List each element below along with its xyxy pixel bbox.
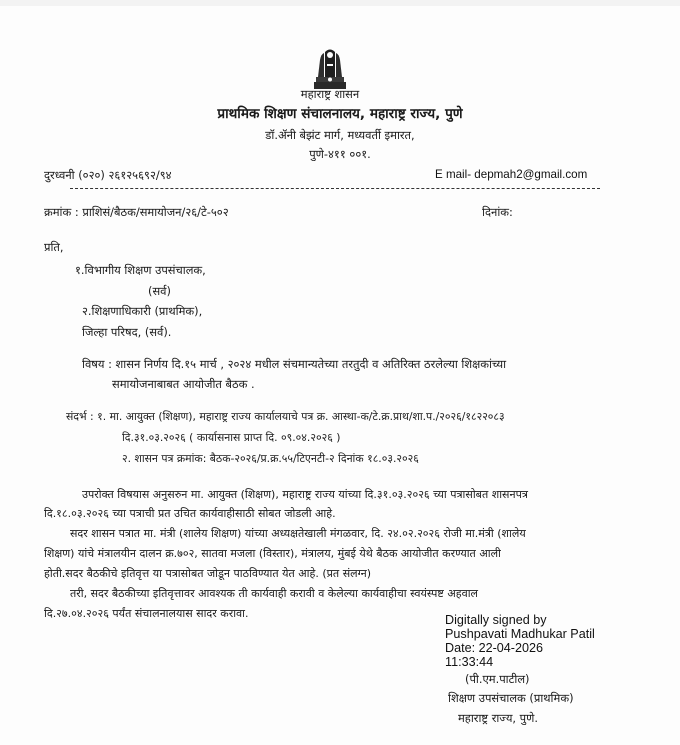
body-paragraph-2-line-1: सदर शासन पत्रात मा. मंत्री (शालेय शिक्षण) यांच्या अध्यक्षतेखाली मंगळवार, दि. २४.०२.२०२६ रोजी मा.मंत्री (शालेय <box>70 527 526 540</box>
state-emblem-icon <box>308 44 352 92</box>
signatory-designation: शिक्षण उपसंचालक (प्राथमिक) <box>448 691 574 705</box>
signatory-state: महाराष्ट्र राज्य, पुणे. <box>458 711 538 725</box>
subject-line-1: विषय : शासन निर्णय दि.१५ मार्च , २०२४ मधील संचमान्यतेच्या तरतुदी व अतिरिक्त ठरलेल्या शिक्षकांच्या <box>82 357 507 371</box>
reference-line-3: २. शासन पत्र क्रमांक: बैठक-२०२६/प्र.क्र.५५/टिएनटी-२ दिनांक १८.०३.२०२६ <box>122 452 419 465</box>
reference-line-2: दि.३१.०३.२०२६ ( कार्यासनास प्राप्त दि. ०९.०४.२०२६ ) <box>122 431 341 444</box>
header-divider <box>70 188 600 189</box>
date-label: दिनांक: <box>482 205 513 219</box>
body-paragraph-1-line-2: दि.१८.०३.२०२६ च्या पत्राची प्रत उचित कार्यवाहीसाठी सोबत जोडली आहे. <box>44 507 336 520</box>
subject-line-2: समायोजनाबाबत आयोजीत बैठक . <box>112 377 255 391</box>
signatory-name: (पी.एम.पाटील) <box>465 672 530 686</box>
recipient-line-1: १.विभागीय शिक्षण उपसंचालक, <box>75 263 206 277</box>
body-paragraph-2-line-3: होती.सदर बैठकीचे इतिवृत्त या पत्रासोबत जोडून पाठविण्यात येत आहे. (प्रत संलग्न) <box>44 567 372 580</box>
reference-number: क्रमांक : प्राशिसं/बैठक/समायोजन/२६/टे-५०२ <box>44 205 229 219</box>
to-salutation: प्रति, <box>44 240 64 254</box>
office-name: प्राथमिक शिक्षण संचालनालय, महाराष्ट्र राज्य, पुणे <box>217 106 463 122</box>
digital-signature-line-1: Digitally signed by <box>445 613 547 627</box>
phone-number: दुरध्वनी (०२०) २६१२५६९२/९४ <box>44 168 172 182</box>
govt-name: महाराष्ट्र शासन <box>300 87 360 101</box>
body-paragraph-3-line-1: तरी, सदर बैठकीच्या इतिवृत्तावर आवश्यक ती कार्यवाही करावी व केलेल्या कार्यवाहीचा स्वयंस्पष्ट अहवाल <box>70 587 479 600</box>
recipient-line-3: २.शिक्षणाधिकारी (प्राथमिक), <box>82 304 203 318</box>
digital-signature-line-4: 11:33:44 <box>445 655 494 669</box>
reference-line-1: संदर्भ : १. मा. आयुक्त (शिक्षण), महाराष्ट्र राज्य कार्यालयाचे पत्र क्र. आस्था-क/टे.क्र.प्राथ/शा.प./२०२६/१८२२०८३ <box>66 410 505 423</box>
recipient-line-2: (सर्व) <box>148 284 171 298</box>
email-address: E mail- depmah2@gmail.com <box>435 168 588 181</box>
digital-signature-line-2: Pushpavati Madhukar Patil <box>445 627 595 641</box>
digital-signature-line-3: Date: 22-04-2026 <box>445 641 544 655</box>
address-line-1: डॉ.ॲनी बेझंट मार्ग, मध्यवर्ती इमारत, <box>265 128 415 142</box>
body-paragraph-2-line-2: शिक्षण) यांचे मंत्रालयीन दालन क्र.७०२, सातवा मजला (विस्तार), मंत्रालय, मुंबई येथे बैठक आयोजीत करण्यात आली <box>44 547 501 560</box>
scan-top-strip <box>0 0 680 6</box>
recipient-line-4: जिल्हा परिषद, (सर्व). <box>82 325 172 339</box>
address-line-2: पुणे-४११ ००१. <box>309 147 371 161</box>
body-paragraph-1-line-1: उपरोक्त विषयास अनुसरुन मा. आयुक्त (शिक्षण), महाराष्ट्र राज्य यांच्या दि.३१.०३.२०२६ च्या पत्रासोबत शासनपत्र <box>82 488 528 501</box>
body-paragraph-3-line-2: दि.२७.०४.२०२६ पर्यंत संचालनालयास सादर करावा. <box>44 607 249 620</box>
